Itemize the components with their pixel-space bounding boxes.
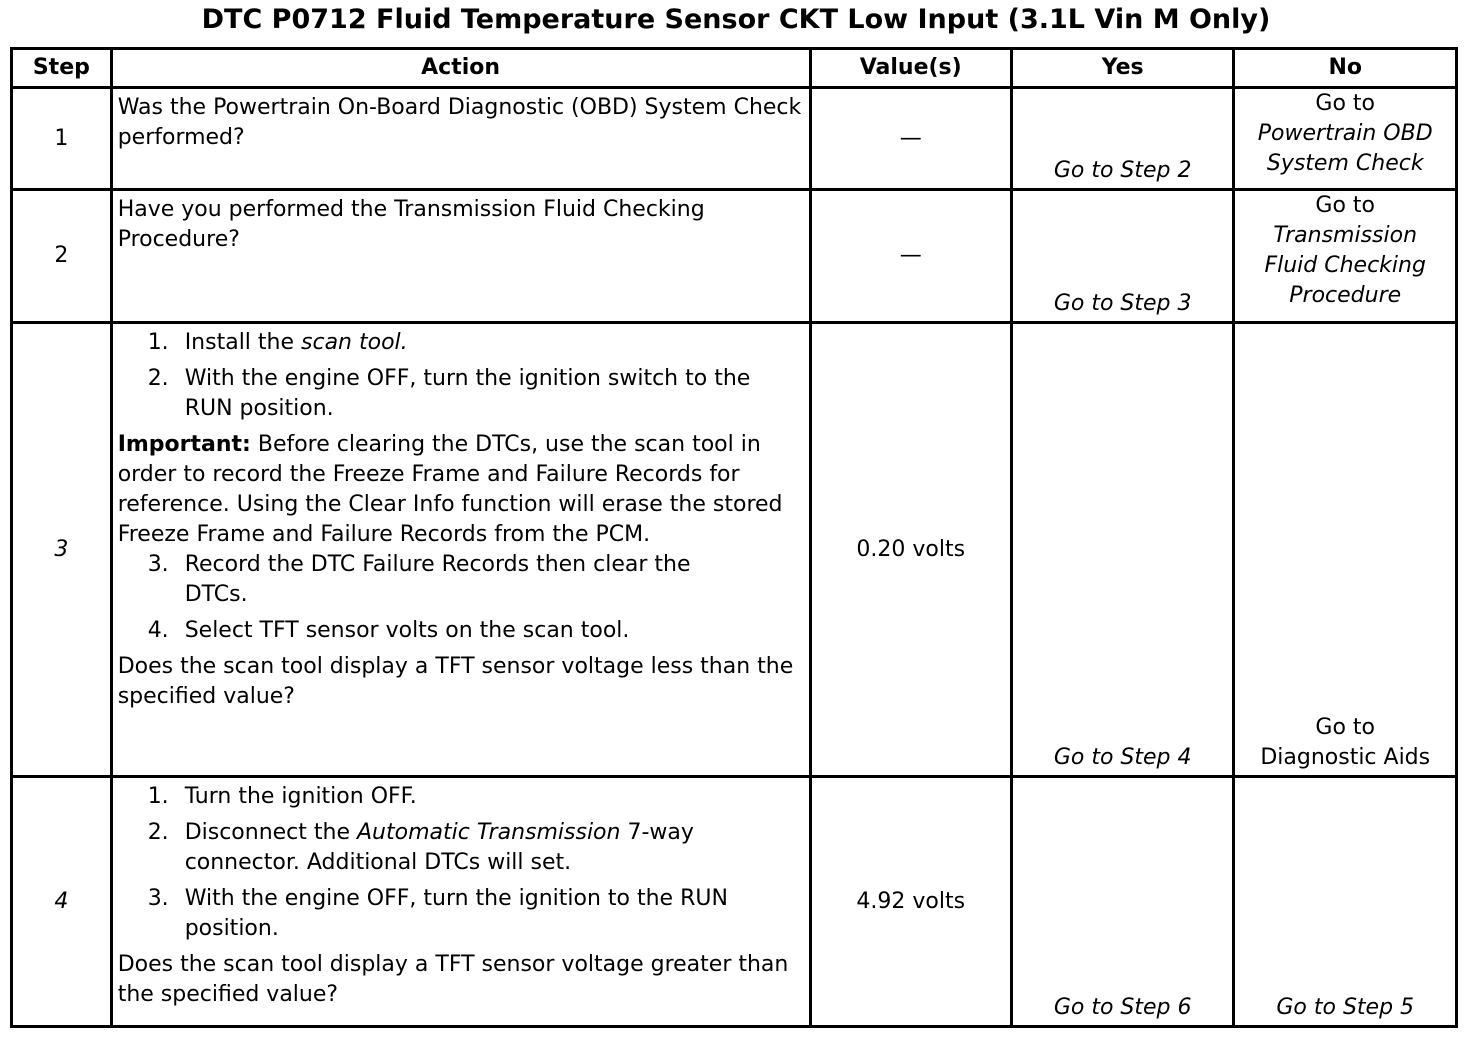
header-step: Step [12,49,112,88]
step-list [118,328,803,424]
list-item: 2. With the engine OFF, turn the ignition switch to the RUN position. [147,366,751,421]
list-item: 4. Select TFT sensor volts on the scan tool. [147,618,630,643]
action-text: Have you performed the Transmission Fluid Checking Procedure? [117,197,705,252]
question-text: Does the scan tool display a TFT sensor voltage greater than the specified value? [117,952,789,1007]
table-row [12,88,1457,190]
no-prefix: Go to [1315,715,1376,740]
step-list [118,782,803,944]
step-number: 1 [12,88,112,190]
question-text: Does the scan tool display a TFT sensor voltage less than the specified value? [117,654,794,709]
table-row [12,323,1457,777]
value-cell: — [810,190,1011,323]
value-cell: — [810,88,1011,190]
no-cell[interactable] [1234,190,1457,323]
header-no: No [1234,49,1457,88]
no-link[interactable]: Powertrain OBD System Check [1257,121,1433,176]
no-link[interactable]: Transmission Fluid Checking Procedure [1264,223,1426,308]
no-cell[interactable]: Go to Step 5 [1234,777,1457,1027]
list-item: 3. With the engine OFF, turn the ignition to the RUN position. [147,886,728,941]
no-cell[interactable] [1234,323,1457,777]
value-cell: 0.20 volts [810,323,1011,777]
header-action: Action [111,49,810,88]
step-number: 2 [12,190,112,323]
no-link[interactable]: Diagnostic Aids [1260,745,1431,770]
page-title: DTC P0712 Fluid Temperature Sensor CKT Low Input (3.1L Vin M Only) [201,4,1271,35]
action-text: Was the Powertrain On-Board Diagnostic (OBD) System Check performed? [117,95,802,150]
header-values: Value(s) [810,49,1011,88]
no-cell[interactable] [1234,88,1457,190]
no-prefix: Go to [1315,91,1376,116]
header-row [12,49,1457,88]
action-cell [111,323,810,777]
action-cell [111,190,810,323]
list-item: 1. Turn the ignition OFF. [147,784,417,809]
table-row [12,190,1457,323]
yes-cell[interactable]: Go to Step 3 [1011,190,1234,323]
diagnostic-table [10,47,1458,1028]
important-note: Important: Before clearing the DTCs, use the scan tool in order to record the Freeze Frame and Failure Records for reference. Using the Clear Info function will erase the stored Freeze Frame and Failure Records from the PCM. [117,432,783,547]
yes-cell[interactable]: Go to Step 4 [1011,323,1234,777]
action-cell [111,88,810,190]
no-prefix: Go to [1315,193,1376,218]
header-yes: Yes [1011,49,1234,88]
table-row [12,777,1457,1027]
action-cell [111,777,810,1027]
step-number: 3 [12,323,112,777]
yes-cell[interactable]: Go to Step 6 [1011,777,1234,1027]
value-cell: 4.92 volts [810,777,1011,1027]
list-item: 1. Install the scan tool. [147,330,408,355]
step-list [118,550,803,646]
yes-cell[interactable]: Go to Step 2 [1011,88,1234,190]
list-item: 3. Record the DTC Failure Records then clear the DTCs. [147,552,691,607]
list-item: 2. Disconnect the Automatic Transmission 7-way connector. Additional DTCs will set. [147,820,694,875]
step-number: 4 [12,777,112,1027]
